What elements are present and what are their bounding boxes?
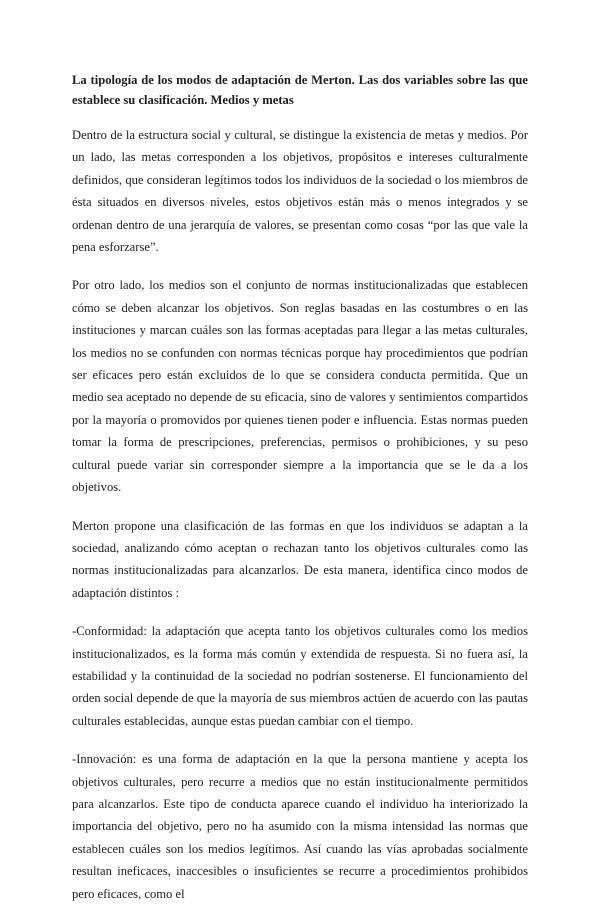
document-title: La tipología de los modos de adaptación de Merton. Las dos variables sobre las que establece su clasificación. Medios y metas: [72, 73, 528, 107]
paragraph-innovacion: -Innovación: es una forma de adaptación en la que la persona mantiene y acepta los objetivos culturales, pero recurre a medios que no están institucionalmente permitidos para alcanzarlos. Este tipo de conducta aparece cuando el individuo ha interiorizado la importancia del objetivo, pero no ha asumido con la misma intensidad las normas que establecen cuáles son los medios legítimos. Así cuando las vías aprobadas socialmente resultan ineficaces, inaccesibles o insuficientes se recurre a procedimientos prohibidos pero eficaces, como el: [72, 752, 528, 901]
paragraph-medios: Por otro lado, los medios son el conjunto de normas institucionalizadas que establecen cómo se deben alcanzar los objetivos. Son reglas basadas en las costumbres o en las instituciones y marcan cuáles son las formas aceptadas para llegar a las metas culturales, los medios no se confunden con normas técnicas porque hay procedimientos que podrían ser eficaces pero están excluidos de lo que se considera conducta permitida. Que un medio sea aceptado no depende de su eficacia, sino de valores y sentimientos compartidos por la mayoría o promovidos por quienes tienen poder e influencia. Estas normas pueden tomar la forma de prescripciones, preferencias, permisos o prohibiciones, y su peso cultural puede variar sin corresponder siempre a la importancia que se le da a los objetivos.: [72, 278, 528, 495]
document-page: [72, 70, 528, 921]
paragraph-metas-y-medios: Dentro de la estructura social y cultural, se distingue la existencia de metas y medios. Por un lado, las metas corresponden a los objetivos, propósitos e intereses culturalmente definidos, que consideran legítimos todos los individuos de la sociedad o los miembros de ésta situados en diversos niveles, estos objetivos están más o menos integrados y se ordenan dentro de una jerarquía de valores, se presentan como cosas “por las que vale la pena esforzarse”.: [72, 128, 528, 255]
paragraph-conformidad: -Conformidad: la adaptación que acepta tanto los objetivos culturales como los medios institucionalizados, es la forma más común y extendida de respuesta. Si no fuera así, la estabilidad y la continuidad de la sociedad no podrían sostenerse. El funcionamiento del orden social depende de que la mayoría de sus miembros actúen de acuerdo con las pautas culturales establecidas, aunque estas puedan cambiar con el tiempo.: [72, 624, 528, 728]
paragraph-clasificacion: Merton propone una clasificación de las formas en que los individuos se adaptan a la sociedad, analizando cómo aceptan o rechazan tanto los objetivos culturales como las normas institucionalizadas para alcanzarlos. De esta manera, identifica cinco modos de adaptación distintos :: [72, 518, 528, 600]
